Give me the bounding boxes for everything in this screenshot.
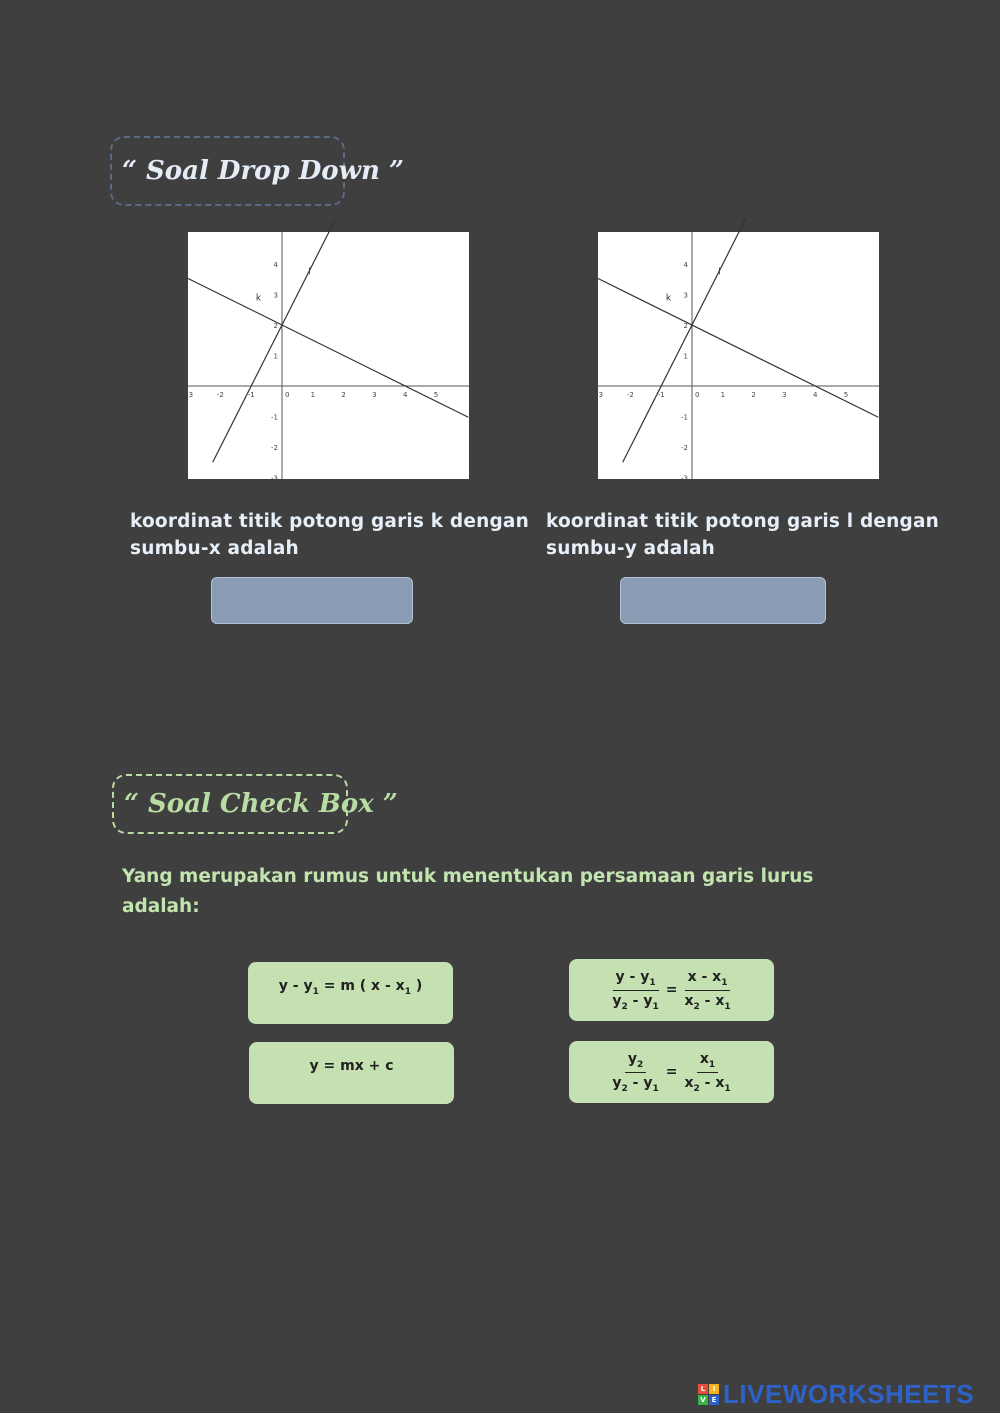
x-tick-label: 3 [372, 391, 377, 399]
x-tick-label: 0 [285, 391, 290, 399]
checkbox-question-text: Yang merupakan rumus untuk menentukan persamaan garis lurus adalah: [122, 866, 814, 917]
x-tick-label: -2 [216, 391, 224, 399]
x-tick-label: 2 [751, 391, 756, 399]
formula-c-equals: = [665, 982, 678, 998]
formula-b: y = mx + c [309, 1058, 394, 1074]
logo-letter-l: L [698, 1384, 708, 1394]
logo-letter-v: V [698, 1395, 708, 1405]
x-tick-label: 5 [843, 391, 849, 399]
y-tick-label: 4 [683, 261, 688, 269]
y-tick-label: -2 [681, 444, 688, 452]
logo-mark-icon [698, 1384, 719, 1405]
line-graph-1 [186, 232, 469, 483]
line-k-label: k [255, 293, 262, 304]
x-tick-label: 5 [433, 391, 439, 399]
liveworksheets-logo [698, 1378, 974, 1410]
line-l [623, 218, 746, 462]
logo-letter-e: E [709, 1395, 719, 1405]
y-tick-label: 4 [273, 261, 278, 269]
graph-1-svg [186, 232, 469, 483]
y-tick-label: 3 [273, 291, 278, 300]
y-tick-label: 2 [683, 322, 688, 330]
option-two-point-formula[interactable] [569, 959, 774, 1021]
x-tick-label: -3 [186, 391, 194, 399]
formula-d-right-fraction: $\frac{x_1}{x_2 - x_1}$ [684, 1050, 731, 1094]
x-tick-label: 1 [310, 391, 316, 399]
x-tick-label: 2 [341, 391, 346, 399]
y-tick-label: 2 [273, 322, 278, 330]
option-fraction-formula[interactable] [569, 1041, 774, 1103]
x-tick-label: 4 [402, 391, 408, 399]
y-tick-label: -1 [271, 413, 278, 422]
y-tick-label: -3 [271, 474, 278, 483]
line-l [213, 218, 336, 462]
line-k [598, 278, 878, 417]
y-tick-label: -2 [271, 444, 278, 452]
logo-text: LIVEWORKSHEETS [723, 1378, 975, 1409]
x-tick-label: 0 [695, 391, 700, 399]
line-l-label: l [718, 267, 721, 278]
answer-dropdown-1[interactable] [211, 577, 413, 624]
x-tick-label: 1 [720, 391, 726, 399]
question-1-text: koordinat titik potong garis k dengan sumbu-x adalah [130, 511, 529, 559]
x-tick-label: -2 [626, 391, 634, 399]
question-2-text: koordinat titik potong garis l dengan sumbu-y adalah [546, 511, 940, 559]
formula-c-right-fraction: $\frac{x - x_1}{x_2 - x_1}$ [684, 968, 731, 1012]
y-tick-label: -3 [681, 474, 688, 483]
answer-dropdown-2[interactable] [620, 577, 826, 624]
option-slope-intercept-formula[interactable] [249, 1042, 454, 1104]
formula-d-left-fraction: $\frac{y_2}{y_2 - y_1}$ [612, 1050, 659, 1094]
x-tick-label: -1 [657, 391, 665, 399]
graph-2-svg [596, 232, 879, 483]
line-l-label: l [308, 267, 311, 278]
dropdown-section-title: “ Soal Drop Down ” [110, 136, 345, 206]
y-tick-label: -1 [681, 413, 688, 422]
formula-a: $y - y_1 = m$ ( x - $x_1$ ) [278, 978, 423, 997]
y-tick-label: 3 [683, 291, 688, 300]
x-tick-label: 4 [812, 391, 818, 399]
checkbox-section-title: “ Soal Check Box ” [112, 774, 348, 834]
option-point-slope-formula[interactable] [248, 962, 453, 1024]
formula-d-equals: = [665, 1064, 678, 1080]
x-tick-label: 3 [782, 391, 787, 399]
line-k-label: k [665, 293, 672, 304]
logo-letter-i: I [709, 1384, 719, 1394]
x-tick-label: -3 [596, 391, 604, 399]
x-tick-label: -1 [247, 391, 255, 399]
y-tick-label: 1 [273, 352, 278, 361]
formula-c-left-fraction: $\frac{y - y_1}{y_2 - y_1}$ [612, 968, 659, 1012]
line-graph-2 [596, 232, 879, 483]
y-tick-label: 1 [683, 352, 688, 361]
line-k [188, 278, 468, 417]
